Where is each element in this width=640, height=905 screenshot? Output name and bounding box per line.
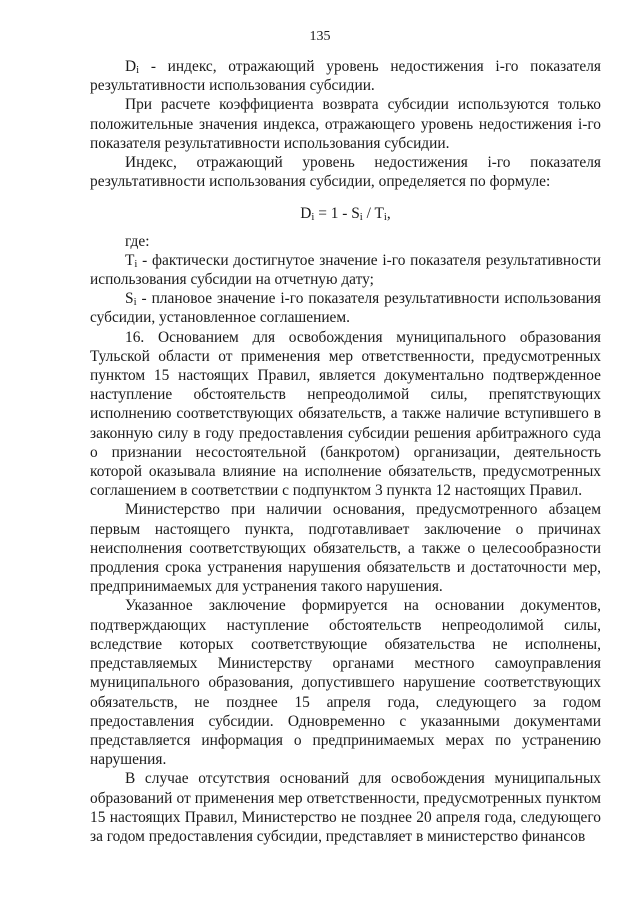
paragraph-text: - фактически достигнутое значение i-го показателя результативности использования субсидии на отчетную дату; [90,251,601,289]
formula-d-subscript: i [311,211,315,224]
paragraph-where: где: [125,232,150,250]
paragraph-t-definition [90,251,601,289]
formula-d: D [300,205,312,223]
paragraph-positive-values: При расчете коэффициента возврата субсидии используются только положительные значения индекса, отражающего уровень недостижения i-го показателя результативности использования субсидии. [90,96,601,152]
paragraph-absence-of-grounds: В случае отсутствия оснований для освобождения муниципальных образований от применения мер ответственности, предусмотренных пунктом 15 настоящих Правил, Министерство не позднее 20 апреля года, следующего за годом предоставления субсидии, представляет в министерство финансов [90,770,601,845]
paragraph-index-definition [90,57,601,95]
formula [90,204,601,223]
paragraph-ministry: Министерство при наличии основания, предусмотренного абзацем первым настоящего пункта, подготавливает заключение о причинах неисполнения соответствующих обязательств, а также о целесообразности продления срока устранения нарушения обязательств и достаточности мер, предпринимаемых для устранения такого нарушения. [90,501,601,596]
symbol-s: S [125,290,134,308]
symbol-d: D [125,58,137,75]
formula-t-subscript: i [383,211,387,224]
paragraph-text: - плановое значение i-го показателя результативности использования субсидии, установленное соглашением. [90,290,601,327]
symbol-t: T [125,251,135,269]
paragraph-formula-intro: Индекс, отражающий уровень недостижения i-го показателя результативности использования субсидии, определяется по формуле: [90,154,601,191]
paragraph-conclusion: Указанное заключение формируется на основании документов, подтверждающих наступление обстоятельств непреодолимой силы, вследствие которых соответствующие обязательства не исполнены, представляемых Министерству органами местного самоуправления муниципального образования, допустившего нарушение соответствующих обязательств, не позднее 15 апреля года, следующего за годом предоставления субсидии. Одновременно с указанными документами представляется информация о предпринимаемых мерах по устранению нарушения. [90,597,601,769]
formula-slash: / T [362,205,384,223]
page-number: 135 [309,29,331,44]
symbol-s-subscript: i [133,296,137,309]
document-body [90,57,601,846]
symbol-d-subscript: i [136,64,140,77]
formula-middle: = 1 - S [314,205,360,223]
formula-end: , [386,205,391,223]
paragraph-s-definition [90,289,601,327]
paragraph-16: 16. Основанием для освобождения муниципального образования Тульской области от применения мер ответственности, предусмотренных пунктом 15 настоящих Правил, является документально подтвержденное наступление обстоятельств непреодолимой силы, препятствующих исполнению соответствующих обязательств, а также наличие вступившего в законную силу в году предоставления субсидии решения арбитражного суда о признании несостоятельной (банкротом) организации, деятельность которой оказывала влияние на исполнение обязательств, предусмотренных соглашением в соответствии с подпунктом 3 пункта 12 настоящих Правил. [90,328,601,500]
paragraph-text: - индекс, отражающий уровень недостижения i-го показателя результативности использования субсидии. [90,58,601,95]
formula-s-subscript: i [359,211,363,224]
symbol-t-subscript: i [134,257,138,270]
